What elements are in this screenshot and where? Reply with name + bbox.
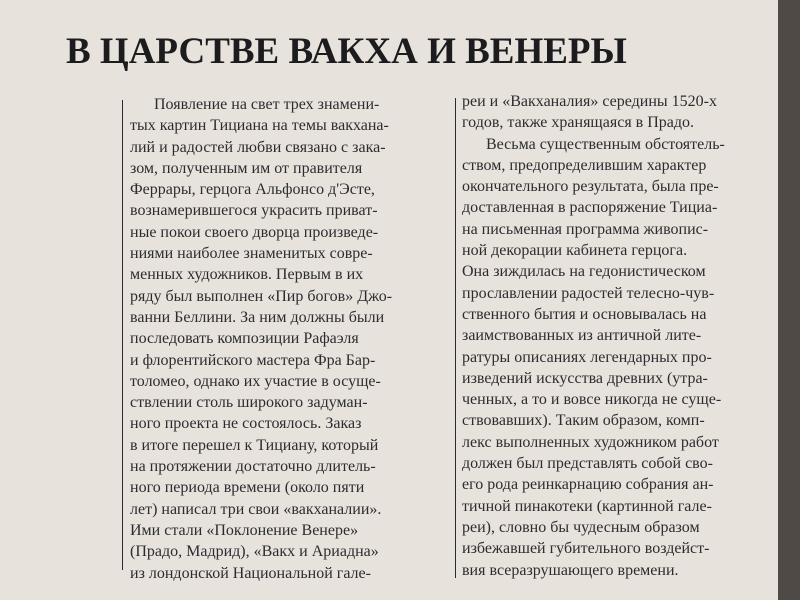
text-column-right bbox=[462, 91, 772, 581]
left-column-rule bbox=[122, 100, 123, 570]
text-line: Ими стали «Поклонение Венере» bbox=[130, 521, 359, 539]
text-line: лий и радостей любви связано с зака- bbox=[130, 138, 386, 156]
text-line: реи и «Вакханалия» середины 1520-х bbox=[462, 93, 718, 110]
text-line: в итоге перешел к Тициану, который bbox=[130, 436, 379, 454]
text-line: Появление на свет трех знамени- bbox=[130, 96, 380, 113]
text-line: ченных, а то и вовсе никогда не суще- bbox=[462, 391, 722, 409]
text-line: Феррары, герцога Альфонсо д'Эсте, bbox=[130, 181, 375, 199]
text-line: его рода реинкарнацию собрания ан- bbox=[462, 476, 714, 494]
text-line: годов, также хранящаяся в Прадо. bbox=[462, 114, 695, 132]
text-line: ратуры описаниях легендарных про- bbox=[462, 348, 712, 366]
text-line: доставленная в распоряжение Тициа- bbox=[462, 199, 718, 217]
text-line: ряду был выполнен «Пир богов» Джо- bbox=[130, 287, 393, 305]
text-line: вознамерившегося украсить приват- bbox=[130, 202, 378, 220]
text-line: ного периода времени (около пяти bbox=[130, 479, 365, 497]
text-line: менных художников. Первым в их bbox=[130, 266, 364, 284]
book-spine bbox=[778, 0, 800, 600]
text-line: Весьма существенным обстоятель- bbox=[462, 135, 725, 153]
text-line: последовать композиции Рафаэля bbox=[130, 330, 359, 348]
text-column-left bbox=[130, 94, 442, 584]
text-line: ванни Беллини. За ним должны были bbox=[130, 308, 385, 326]
text-line: из лондонской Национальной гале- bbox=[130, 564, 371, 582]
text-line: лекс выполненных художником работ bbox=[462, 433, 719, 451]
text-line: ниями наиболее знаменитых совре- bbox=[130, 245, 373, 263]
text-line: заимствованных из античной лите- bbox=[462, 327, 702, 345]
text-line: и флорентийского мастера Фра Бар- bbox=[130, 351, 376, 369]
text-line: зом, полученным им от правителя bbox=[130, 159, 363, 177]
text-line: ственного бытия и основывалась на bbox=[462, 305, 707, 323]
text-line: должен был представлять собой сво- bbox=[462, 455, 713, 473]
text-line: ством, предопределившим характер bbox=[462, 156, 707, 174]
text-line: толомео, однако их участие в осуще- bbox=[130, 372, 381, 390]
text-line: (Прадо, Мадрид), «Вакх и Ариадна» bbox=[130, 543, 379, 561]
text-line: лет) написал три свои «вакханалии». bbox=[130, 500, 382, 518]
text-line: изведений искусства древних (утра- bbox=[462, 369, 708, 387]
text-line: окончательного результата, была пре- bbox=[462, 178, 719, 196]
text-line: тых картин Тициана на темы вакханa- bbox=[130, 117, 389, 135]
chapter-title: В ЦАРСТВЕ ВАКХА И ВЕНЕРЫ bbox=[66, 31, 627, 72]
text-line: ной декорации кабинета герцога. bbox=[462, 242, 688, 260]
text-line: вия всеразрушающего времени. bbox=[462, 561, 679, 579]
text-line: прославлении радостей телесно-чув- bbox=[462, 284, 715, 302]
text-line: на письменная программа живопис- bbox=[462, 220, 709, 238]
text-line: ствовавших). Таким образом, комп- bbox=[462, 412, 705, 430]
text-line: ствлении столь широкого задуман- bbox=[130, 394, 368, 412]
text-line: избежавшей губительного воздейст- bbox=[462, 540, 710, 558]
text-line: на протяжении достаточно длитель- bbox=[130, 458, 376, 476]
column-divider-rule bbox=[455, 98, 456, 578]
text-line: тичной пинакотеки (картинной гале- bbox=[462, 497, 712, 515]
text-line: ные покои своего дворца произведе- bbox=[130, 223, 379, 241]
text-line: Она зиждилась на гедонистическом bbox=[462, 263, 706, 281]
text-line: ного проекта не состоялось. Заказ bbox=[130, 415, 362, 433]
text-line: реи), словно бы чудесным образом bbox=[462, 518, 700, 536]
